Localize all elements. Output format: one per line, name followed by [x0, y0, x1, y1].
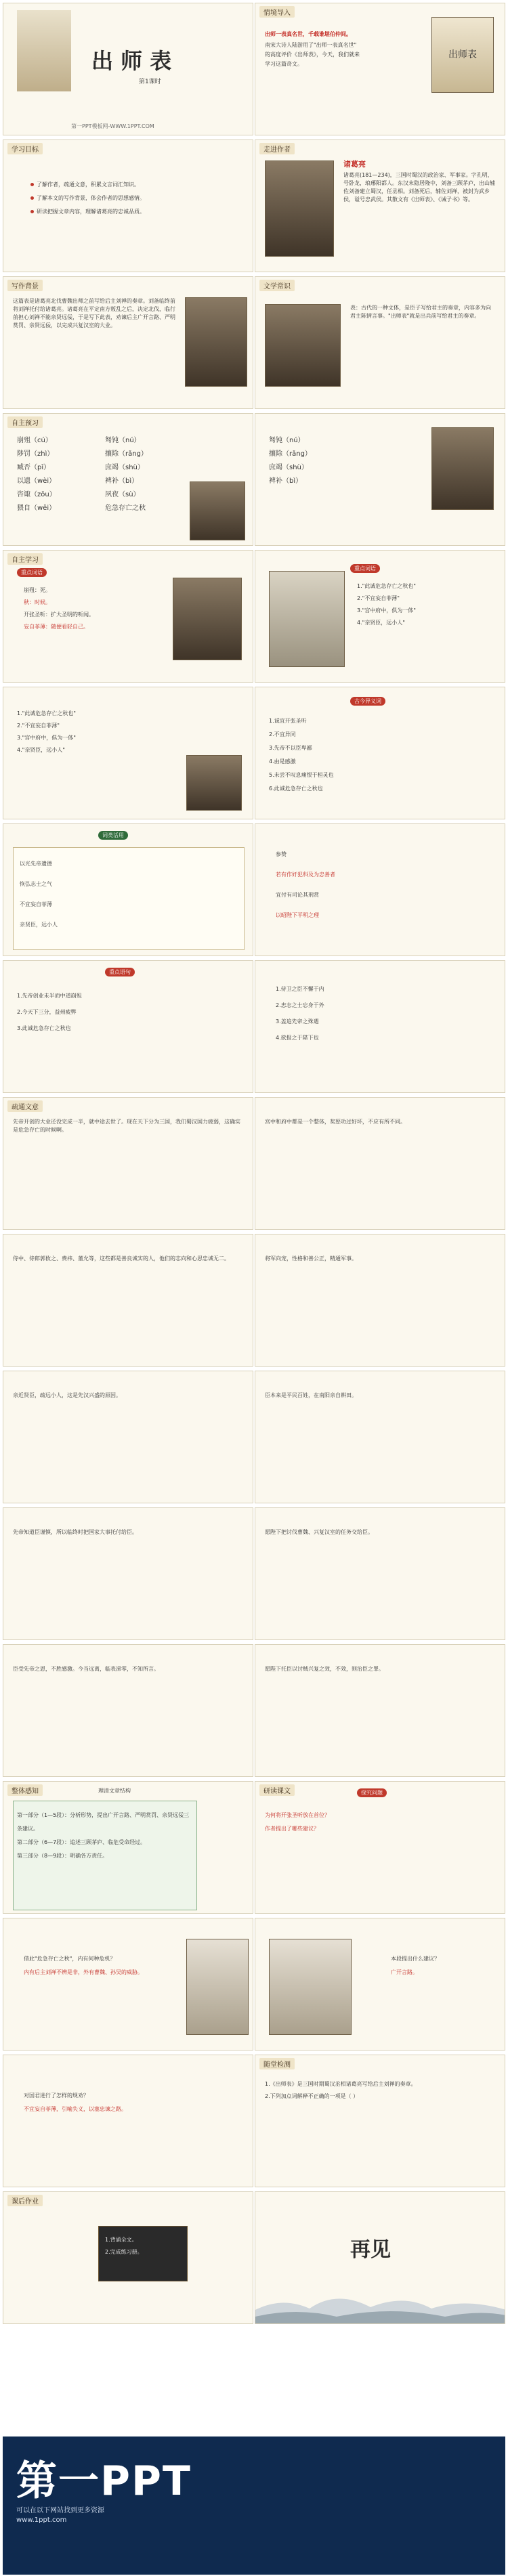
vocab-right-3: 庶竭（shù）: [105, 464, 144, 471]
slide-preview-vocab[interactable]: [3, 413, 253, 546]
line-4: 4."亲贤臣，远小人": [357, 620, 405, 626]
vocab-2-2: 攘除（rǎng）: [269, 450, 312, 458]
goal-3: 研读把握文章内容，理解诸葛亮的忠诚品质。: [37, 209, 145, 215]
s2-2: 2.忠志之士忘身于外: [276, 1002, 324, 1008]
slide-literature[interactable]: [255, 276, 505, 409]
q2-1: 本段提出什么建议？: [391, 1956, 440, 1962]
slide-study-text[interactable]: [255, 1781, 505, 1914]
slide-tag: 研读课文: [259, 1784, 295, 1796]
hw-1: 1.背诵全文。: [105, 2237, 137, 2243]
slide-overview[interactable]: [3, 1781, 253, 1914]
vocab-left-4: 以遗（wèi）: [17, 477, 56, 485]
os-3: 第三部分（8—9段）：明确各方责任。: [17, 1853, 108, 1859]
brand-sub-1: 可以在以下网站找到更多资源: [16, 2507, 104, 2514]
vocab-2-1: 驽钝（nú）: [269, 437, 305, 444]
line-3: 3."宫中府中，俱为一体": [357, 607, 416, 614]
goal-2: 了解本文的写作背景，体会作者的思想感情。: [37, 195, 145, 201]
vocab-left-6: 猥自（wěi）: [17, 505, 56, 512]
cover-ink-painting: [17, 10, 71, 91]
slide-tag: 写作背景: [7, 280, 43, 291]
translation-text: 愿陛下把讨伐曹魏、兴复汉室的任务交给臣。: [265, 1529, 373, 1535]
os-2: 第二部分（6—7段）：追述三顾茅庐、临危受命经过。: [17, 1839, 146, 1845]
ks-3: 3.此诚危急存亡之秋也: [17, 1025, 71, 1031]
portrait-zhuge-liang: [265, 160, 334, 257]
st-1: 为何将开张圣听放在首位？: [265, 1812, 330, 1818]
vocab-left-2: 陟罚（zhì）: [17, 450, 54, 458]
line-2: 2."不宜妄自菲薄": [357, 595, 400, 601]
q1-1: 借此"危急存亡之秋"，内有何种危机？: [24, 1956, 116, 1962]
author-bio: 诸葛亮(181—234)，三国时蜀汉的政治家、军事家。字孔明，号卧龙，琅琊阳都人。东汉末隐居隆中，刘备三顾茅庐，出山辅佐刘备建立蜀汉，任丞相。刘备死后，辅佐刘禅，被封为武乡侯，谥号忠武侯。其散文有《出师表》、《诫子书》等。: [343, 172, 495, 202]
slide-tag: 文学常识: [259, 280, 295, 291]
vocab-right-2: 攘除（rǎng）: [105, 450, 148, 458]
brand-logo: 第一PPT: [16, 2457, 192, 2505]
intro-line-1: 出师一表真名世，千载谁堪伯仲间。: [265, 31, 352, 37]
q1-2: 内有后主刘禅不辨是非，外有曹魏、孙吴的威胁。: [24, 1969, 143, 1975]
section-head: 古今异义词: [350, 697, 385, 706]
os-1: 第一部分（1—5段）：分析形势，提出广开言路、严明赏罚、亲贤远佞三条建议。: [17, 1812, 190, 1832]
q2-2: 广开言路。: [391, 1969, 418, 1975]
translation-text: 先帝开创的大业还没完成一半，就中途去世了。现在天下分为三国，我们蜀汉国力疲弱，这确实是危急存亡的时候啊。: [13, 1119, 240, 1133]
words-4: 4."亲贤臣，远小人": [17, 747, 65, 753]
brand-sub-2: www.1ppt.com: [16, 2516, 67, 2524]
slide-translation-10[interactable]: [255, 1644, 505, 1777]
ph-2: 若有作奸犯科及为忠善者: [276, 872, 335, 878]
section-head: 探究问题: [357, 1788, 387, 1797]
translation-text: 宫中和府中都是一个整体，奖惩功过好坏，不应有所不同。: [265, 1119, 406, 1125]
slide-key-sentences[interactable]: [3, 960, 253, 1093]
section-head: 词类活用: [98, 831, 128, 840]
author-name: 诸葛亮: [343, 160, 366, 169]
vocab-2-3: 庶竭（shù）: [269, 464, 308, 471]
slide-subtitle: 第1课时: [139, 79, 161, 85]
slide-phrases[interactable]: [255, 823, 505, 956]
s2-3: 3.盖追先帝之殊遇: [276, 1018, 319, 1025]
slide-ancient-modern[interactable]: [255, 687, 505, 819]
ink-figure: [269, 1939, 352, 2035]
translation-text: 先帝知道臣谨慎，所以临终时把国家大事托付给臣。: [13, 1529, 137, 1535]
vocab-right-6: 危急存亡之秋: [105, 505, 146, 512]
slide-question-1[interactable]: [3, 1918, 253, 2051]
st-2: 作者提出了哪些建议？: [265, 1826, 319, 1832]
ph-1: 参赞: [276, 851, 287, 857]
slide-tag: 情境导入: [259, 6, 295, 18]
slide-tag: 走进作者: [259, 143, 295, 154]
vocab-2-4: 裨补（bì）: [269, 477, 303, 485]
slide-homework[interactable]: [3, 2191, 253, 2324]
section-head: 重点词语: [350, 564, 380, 573]
slide-word-class[interactable]: [3, 823, 253, 956]
am-5: 5.未尝不叹息痛恨于桓灵也: [269, 772, 334, 778]
slide-question-3[interactable]: [3, 2055, 253, 2187]
s2-4: 4.欲报之于陛下也: [276, 1035, 319, 1041]
am-1: 1.诚宜开张圣听: [269, 718, 307, 724]
s2-1: 1.侍卫之臣不懈于内: [276, 986, 324, 992]
background-text: 这篇表是诸葛亮北伐曹魏出师之前写给后主刘禅的奏章。刘备临终前将刘禅托付给诸葛亮。诸葛亮在平定南方叛乱之后，决定北伐，临行前担心刘禅不能亲贤远佞，于是写下此表，劝谏后主广开言路、严明赏罚、亲贤远佞，以完成兴复汉室的大业。: [13, 298, 175, 328]
section-head: 理清文章结构: [98, 1788, 131, 1794]
slide-translation-1[interactable]: [3, 1097, 253, 1230]
slide-goals[interactable]: [3, 139, 253, 272]
literature-text: 表：古代的一种文体，是臣子写给君主的奏章，内容多为向君主陈情言事。"出师表"就是出兵前写给君主的奏章。: [350, 305, 491, 319]
translation-text: 亲近贤臣，疏远小人，这是先汉兴盛的原因。: [13, 1392, 121, 1398]
am-3: 3.先帝不以臣卑鄙: [269, 745, 312, 751]
slide-tag: 自主学习: [7, 553, 43, 565]
translation-text: 侍中、侍郎郭攸之、费祎、董允等，这些都是善良诚实的人，他们的志向和心思忠诚无二。: [13, 1255, 230, 1262]
wc-4: 亲贤臣，远小人: [20, 922, 58, 928]
bullet-icon: [30, 183, 34, 186]
slide-words[interactable]: [3, 687, 253, 819]
slide-footer: 第一PPT模板网-WWW.1PPT.COM: [71, 123, 154, 129]
ink-figure: [269, 571, 345, 667]
slide-cover[interactable]: [3, 3, 253, 135]
intro-line-3: 的高度评价《出师表》，今天，我们就来: [265, 51, 360, 58]
am-2: 2.不宜异同: [269, 731, 296, 737]
wc-3: 不宜妄自菲薄: [20, 901, 52, 907]
vocab-right-4: 裨补（bì）: [105, 477, 139, 485]
words-2: 2."不宜妄自菲薄": [17, 723, 60, 729]
hw-2: 2.完成练习册。: [105, 2249, 143, 2255]
vocab-right-1: 驽钝（nú）: [105, 437, 141, 444]
slide-translation-5[interactable]: [3, 1371, 253, 1503]
self-study-4: 妄自菲薄：随便看轻自己。: [24, 624, 89, 630]
vocab-right-5: 夙夜（sù）: [105, 491, 140, 498]
self-study-2: 秋：时候。: [24, 599, 51, 605]
slide-quiz[interactable]: [255, 2055, 505, 2187]
vocab-left-3: 臧否（pǐ）: [17, 464, 51, 471]
slide-question-2[interactable]: [255, 1918, 505, 2051]
figure-image: [431, 427, 494, 510]
ph-3: 宜付有司论其刑赏: [276, 892, 319, 898]
slide-title: 出 师 表: [91, 48, 172, 74]
slide-self-study[interactable]: [3, 550, 253, 683]
study-image: [173, 578, 242, 660]
am-4: 4.由是感激: [269, 758, 296, 765]
slide-intro[interactable]: [255, 3, 505, 135]
slide-sentences-2[interactable]: [255, 960, 505, 1093]
translation-text: 臣本来是平民百姓，在南阳亲自耕田。: [265, 1392, 357, 1398]
slide-tag: 学习目标: [7, 143, 43, 154]
slide-tag: 整体感知: [7, 1784, 43, 1796]
section-head: 重点词语: [17, 568, 47, 577]
words-3: 3."宫中府中，俱为一体": [17, 735, 76, 741]
vocab-left-5: 咨诹（zōu）: [17, 491, 56, 498]
intro-line-2: 南宋大诗人陆游用了"出师一表真名世": [265, 42, 357, 48]
calligraphy-text: 出师表: [448, 49, 477, 60]
mountains-icon: [255, 2283, 505, 2323]
line-1: 1."此诚危急存亡之秋也": [357, 583, 416, 589]
wc-1: 以光先帝遗德: [20, 861, 52, 867]
vocab-left-1: 崩殂（cú）: [17, 437, 52, 444]
ph-4: 以昭陛下平明之理: [276, 912, 319, 918]
slide-translation-3[interactable]: [3, 1234, 253, 1367]
bullet-icon: [30, 210, 34, 213]
translation-text: 臣受先帝之恩，不胜感激。今当远离，临表涕零，不知所言。: [13, 1666, 159, 1672]
translation-text: 将军向宠，性格和善公正，精通军事。: [265, 1255, 357, 1262]
slide-translation-8[interactable]: [255, 1507, 505, 1640]
slide-preview-vocab-2[interactable]: [255, 413, 505, 546]
slide-background[interactable]: [3, 276, 253, 409]
ink-figure: [186, 1939, 249, 2035]
q3-2: 不宜妄自菲薄，引喻失义，以塞忠谏之路。: [24, 2106, 127, 2112]
am-6: 6.此诚危急存亡之秋也: [269, 786, 323, 792]
bullet-icon: [30, 196, 34, 200]
slide-tag: 自主预习: [7, 416, 43, 428]
q3-1: 对国君进行了怎样的规劝？: [24, 2092, 89, 2099]
translation-text: 愿陛下托臣以讨贼兴复之效，不效，则治臣之罪。: [265, 1666, 384, 1672]
self-study-3: 开张圣听：扩大圣明的听闻。: [24, 611, 94, 618]
slide-translation-9[interactable]: [3, 1644, 253, 1777]
reader-image: [190, 481, 245, 540]
words-1: 1."此诚危急存亡之秋也": [17, 710, 76, 716]
self-study-1: 崩殂：死。: [24, 587, 51, 593]
slide-tag: 课后作业: [7, 2195, 43, 2206]
quiz-1: 1.《出师表》是三国时期蜀汉丞相诸葛亮写给后主刘禅的奏章。: [265, 2081, 417, 2087]
scene-image: [185, 297, 247, 387]
scene-image: [186, 755, 242, 811]
section-head: 重点语句: [105, 968, 135, 976]
slide-translation-4[interactable]: [255, 1234, 505, 1367]
wc-2: 恢弘志士之气: [20, 881, 52, 887]
ending-title: 再见: [350, 2238, 391, 2262]
brand-banner: [3, 2437, 505, 2575]
intro-line-4: 学习这篇奇文。: [265, 61, 303, 67]
ks-2: 2.今天下三分，益州疲弊: [17, 1009, 77, 1015]
slide-translation-7[interactable]: [3, 1507, 253, 1640]
slide-tag: 疏通文意: [7, 1100, 43, 1112]
goal-1: 了解作者，疏通文意，积累文言词汇知识。: [37, 181, 140, 188]
figure-image: [265, 304, 341, 387]
slide-translation-6[interactable]: [255, 1371, 505, 1503]
slide-self-study-2[interactable]: [255, 550, 505, 683]
slide-tag: 随堂检测: [259, 2058, 295, 2069]
slide-ending[interactable]: [255, 2191, 505, 2324]
ks-1: 1.先帝创业未半而中道崩殂: [17, 993, 82, 999]
slide-author[interactable]: [255, 139, 505, 272]
quiz-2: 2.下列加点词解释不正确的一项是（ ）: [265, 2093, 359, 2099]
slide-translation-2[interactable]: [255, 1097, 505, 1230]
